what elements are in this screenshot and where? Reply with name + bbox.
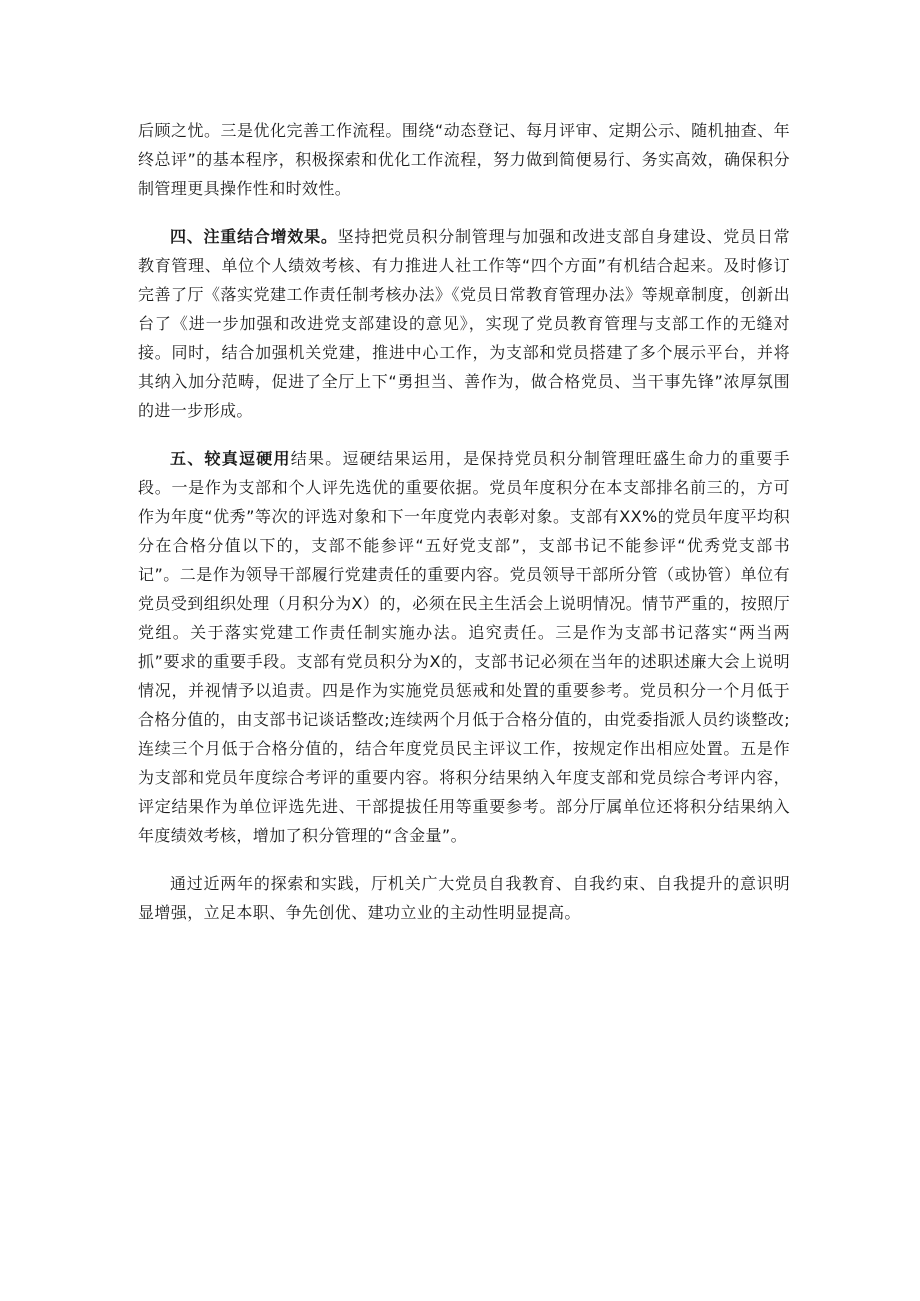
paragraph-1 <box>138 116 790 203</box>
paragraph-3 <box>138 444 790 850</box>
paragraph-3-heading: 五、较真逗硬用 <box>170 449 291 468</box>
paragraph-3-text: 结果。逗硬结果运用，是保持党员积分制管理旺盛生命力的重要手段。一是作为支部和个人评先选优的重要依据。党员年度积分在本支部排名前三的，方可作为年度“优秀”等次的评选对象和下一年度党内表彰对象。支部有XX%的党员年度平均积分在合格分值以下的，支部不能参评“五好党支部”，支部书记不能参评“优秀党支部书记”。二是作为领导干部履行党建责任的重要内容。党员领导干部所分管（或协管）单位有党员受到组织处理（月积分为X）的，必须在民主生活会上说明情况。情节严重的，按照厅党组。关于落实党建工作责任制实施办法。追究责任。三是作为支部书记落实“两当两抓”要求的重要手段。支部有党员积分为X的，支部书记必须在当年的述职述廉大会上说明情况，并视情予以追责。四是作为实施党员惩戒和处置的重要参考。党员积分一个月低于合格分值的，由支部书记谈话整改;连续两个月低于合格分值的，由党委指派人员约谈整改;连续三个月低于合格分值的，结合年度党员民主评议工作，按规定作出相应处置。五是作为支部和党员年度综合考评的重要内容。将积分结果纳入年度支部和党员综合考评内容，评定结果作为单位评选先进、干部提拔任用等重要参考。部分厅属单位还将积分结果纳入年度绩效考核，增加了积分管理的“含金量”。 <box>138 449 790 845</box>
document-body <box>138 116 790 946</box>
paragraph-1-text: 后顾之忧。三是优化完善工作流程。围绕“动态登记、每月评审、定期公示、随机抽查、年终总评”的基本程序，积极探索和优化工作流程，努力做到简便易行、务实高效，确保积分制管理更具操作性和时效性。 <box>138 121 790 198</box>
paragraph-2-text: 坚持把党员积分制管理与加强和改进支部自身建设、党员日常教育管理、单位个人绩效考核、有力推进人社工作等“四个方面”有机结合起来。及时修订完善了厅《落实党建工作责任制考核办法》《党员日常教育管理办法》等规章制度，创新出台了《进一步加强和改进党支部建设的意见》，实现了党员教育管理与支部工作的无缝对接。同时，结合加强机关党建，推进中心工作，为支部和党员搭建了多个展示平台，并将其纳入加分范畴，促进了全厅上下“勇担当、善作为，做合格党员、当干事先锋”浓厚氛围的进一步形成。 <box>138 227 790 420</box>
paragraph-4-text: 通过近两年的探索和实践，厅机关广大党员自我教育、自我约束、自我提升的意识明显增强，立足本职、争先创优、建功立业的主动性明显提高。 <box>138 874 790 922</box>
paragraph-2 <box>138 222 790 425</box>
paragraph-4 <box>138 869 790 927</box>
paragraph-2-heading: 四、注重结合增效果。 <box>170 227 338 246</box>
